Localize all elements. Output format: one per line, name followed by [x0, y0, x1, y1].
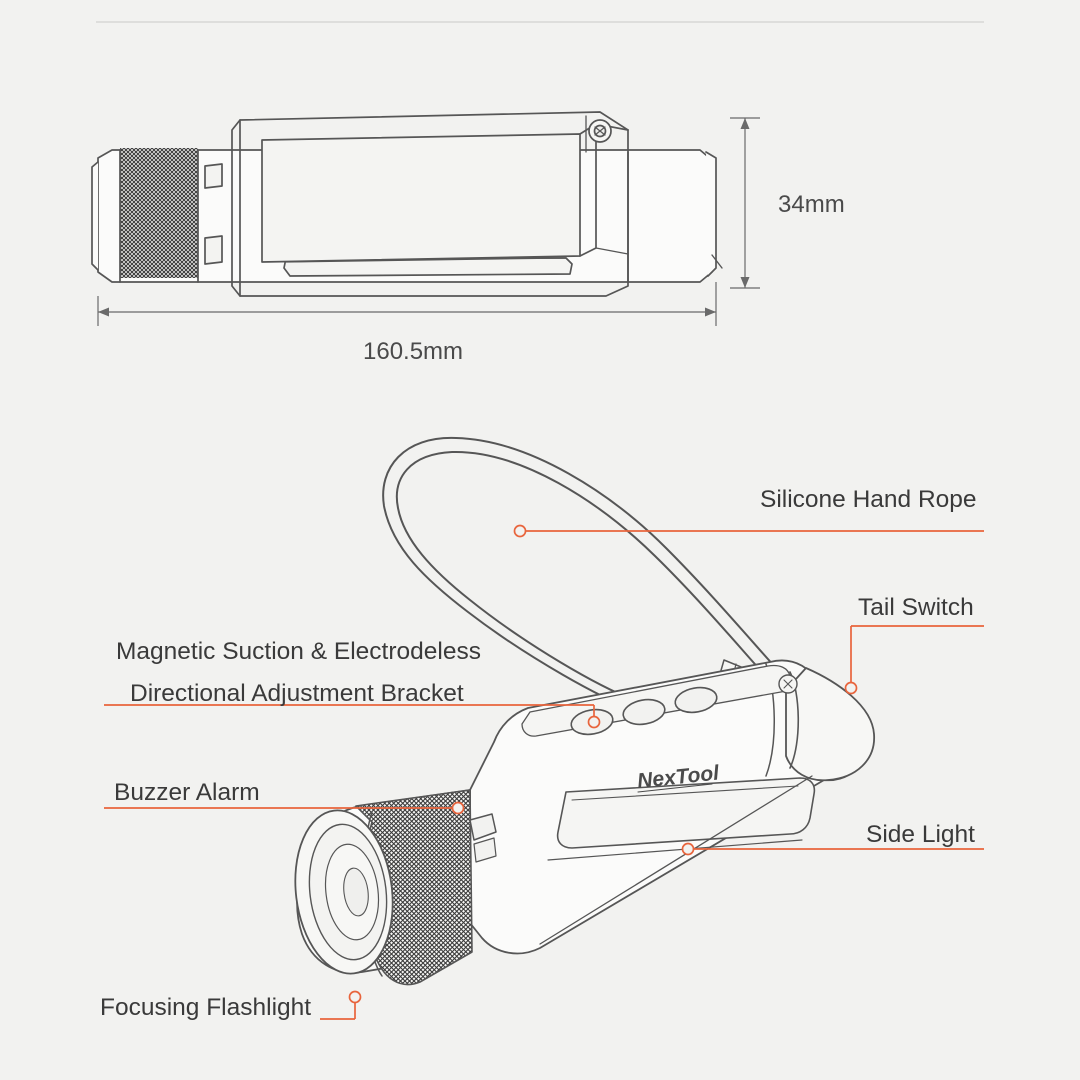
callout-side-light: Side Light — [866, 821, 975, 848]
callout-magnetic-bracket-line-2: Directional Adjustment Bracket — [130, 680, 464, 707]
dimension-height-label: 34mm — [778, 191, 845, 218]
callout-silicone-hand-rope: Silicone Hand Rope — [760, 486, 977, 513]
brand-mark: NexTool — [636, 761, 721, 793]
top-view-group — [92, 112, 722, 296]
callout-magnetic-bracket-line-1: Magnetic Suction & Electrodeless — [116, 638, 481, 665]
callout-tail-switch: Tail Switch — [858, 594, 974, 621]
dimension-length-label: 160.5mm — [363, 338, 464, 365]
callout-buzzer-alarm: Buzzer Alarm — [114, 779, 260, 806]
callout-focusing-flashlight: Focusing Flashlight — [100, 994, 312, 1021]
